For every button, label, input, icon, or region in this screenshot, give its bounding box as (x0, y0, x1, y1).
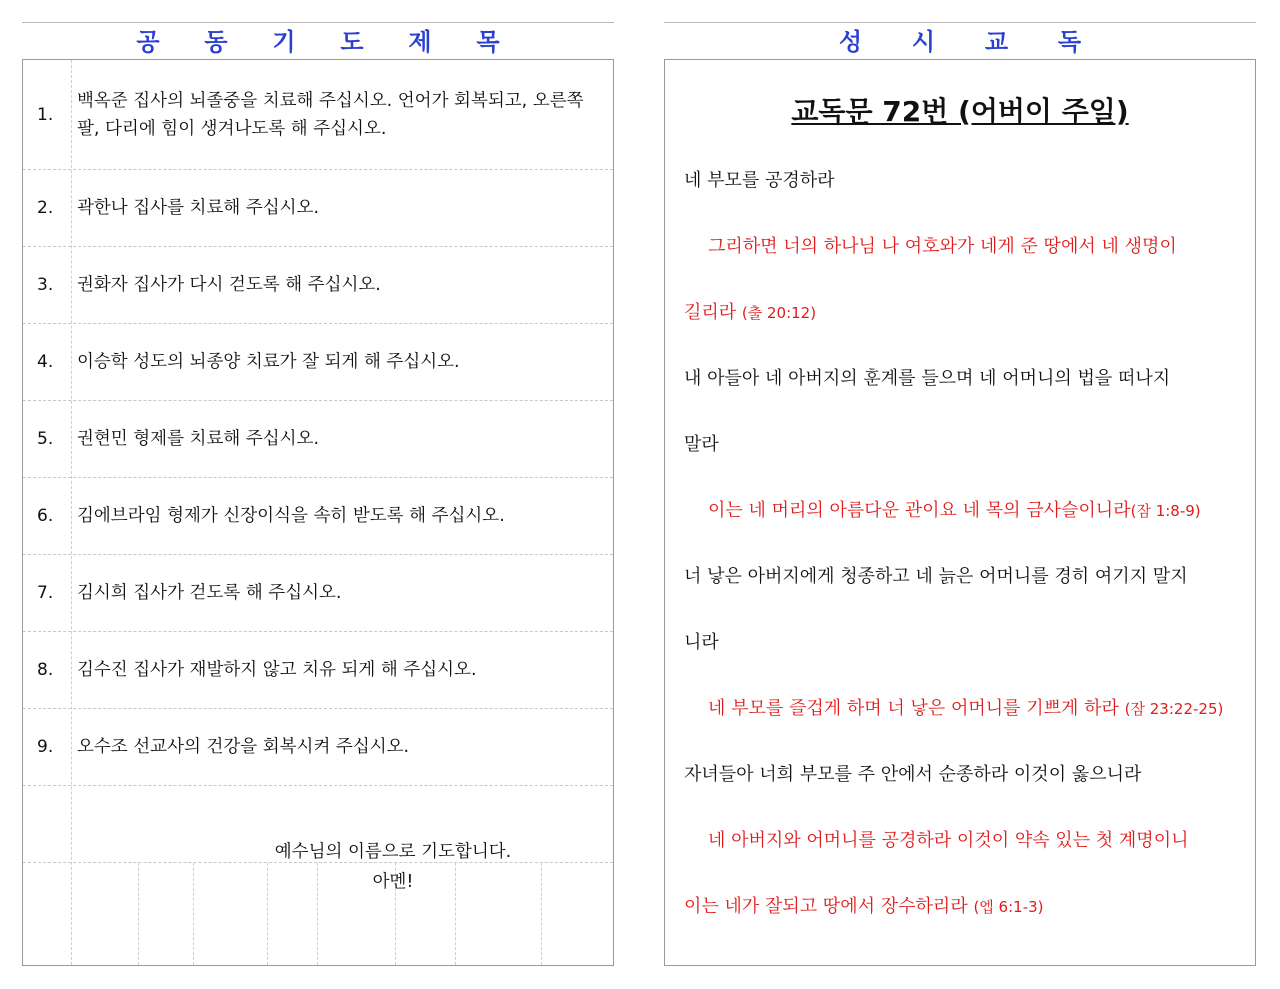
prayer-item (23, 169, 613, 247)
leader-line: 너 낳은 아버지에게 청종하고 네 늙은 어머니를 경히 여기지 말지 (684, 566, 1188, 587)
prayer-number: 7. (37, 582, 54, 603)
prayer-number: 1. (37, 104, 54, 125)
prayer-text: 백옥준 집사의 뇌졸중을 치료해 주십시오. 언어가 회복되고, 오른쪽 팔, 다리에 힘이 생겨나도록 해 주십시오. (77, 90, 584, 139)
prayer-text: 오수조 선교사의 건강을 회복시켜 주십시오. (77, 736, 410, 757)
prayer-item (23, 323, 613, 401)
prayer-item (23, 554, 613, 632)
amen: 아멘! (372, 872, 414, 892)
prayer-item (23, 400, 613, 478)
grid-line (541, 863, 542, 965)
header-char: 성 (838, 28, 863, 56)
prayer-item (23, 60, 613, 170)
prayer-number: 3. (37, 274, 54, 295)
prayer-number: 4. (37, 351, 54, 372)
reading-title: 교독문 72번 (어버이 주일) (791, 95, 1129, 128)
prayer-text: 김에브라임 형제가 신장이식을 속히 받도록 해 주십시오. (77, 505, 505, 526)
prayer-text: 이승학 성도의 뇌종양 치료가 잘 되게 해 주십시오. (77, 351, 460, 372)
leader-line: 자녀들아 너희 부모를 주 안에서 순종하라 이것이 옳으니라 (684, 764, 1142, 785)
leader-line: 말라 (684, 434, 719, 455)
prayer-number: 5. (37, 428, 54, 449)
leader-line: 니라 (684, 632, 719, 653)
leader-line: 내 아들아 네 아버지의 훈계를 들으며 네 어머니의 법을 떠나지 (684, 368, 1171, 389)
header-char: 시 (911, 28, 936, 56)
leader-line: 네 부모를 공경하라 (684, 170, 835, 191)
prayer-number: 9. (37, 736, 54, 757)
scripture-reference: (잠 1:8-9) (1130, 502, 1201, 520)
scripture-reference: (출 20:12) (741, 304, 817, 322)
header-char: 목 (476, 28, 500, 56)
scripture-reference: (엡 6:1-3) (973, 898, 1044, 916)
prayer-list-panel (22, 59, 614, 966)
response-line: 그리하면 너의 하나님 나 여호와가 네게 준 땅에서 네 생명이 (708, 236, 1177, 257)
prayer-text: 김시희 집사가 걷도록 해 주십시오. (77, 582, 342, 603)
response-line: 이는 네가 잘되고 땅에서 장수하리라 (엡 6:1-3) (684, 896, 1044, 917)
prayer-topics-header (22, 22, 614, 56)
prayer-item (23, 631, 613, 709)
prayer-number: 2. (37, 197, 54, 218)
prayer-number: 6. (37, 505, 54, 526)
responsive-reading-panel (664, 59, 1256, 966)
header-char: 동 (204, 28, 228, 56)
prayer-item (23, 477, 613, 555)
response-line: 이는 네 머리의 아름다운 관이요 네 목의 금사슬이니라(잠 1:8-9) (708, 500, 1201, 521)
responsive-reading-header (664, 22, 1256, 56)
prayer-number: 8. (37, 659, 54, 680)
header-char: 독 (1057, 28, 1082, 56)
header-char: 제 (408, 28, 432, 56)
header-char: 도 (340, 28, 364, 56)
prayer-item (23, 708, 613, 786)
closing-prayer: 예수님의 이름으로 기도합니다. (274, 842, 512, 862)
prayer-text: 권현민 형제를 치료해 주십시오. (77, 428, 320, 449)
response-line: 네 아버지와 어머니를 공경하라 이것이 약속 있는 첫 계명이니 (708, 830, 1189, 851)
prayer-text: 김수진 집사가 재발하지 않고 치유 되게 해 주십시오. (77, 659, 477, 680)
prayer-text: 곽한나 집사를 치료해 주십시오. (77, 197, 320, 218)
grid-line (138, 863, 139, 965)
prayer-text: 권화자 집사가 다시 걷도록 해 주십시오. (77, 274, 381, 295)
prayer-item (23, 246, 613, 324)
grid-line (193, 863, 194, 965)
header-char: 공 (136, 28, 160, 56)
response-line: 길리라 (출 20:12) (684, 302, 817, 323)
scripture-reference: (잠 23:22-25) (1124, 700, 1224, 718)
header-char: 기 (272, 28, 296, 56)
response-line: 네 부모를 즐겁게 하며 너 낳은 어머니를 기쁘게 하라 (잠 23:22-25) (708, 698, 1224, 719)
header-char: 교 (984, 28, 1009, 56)
